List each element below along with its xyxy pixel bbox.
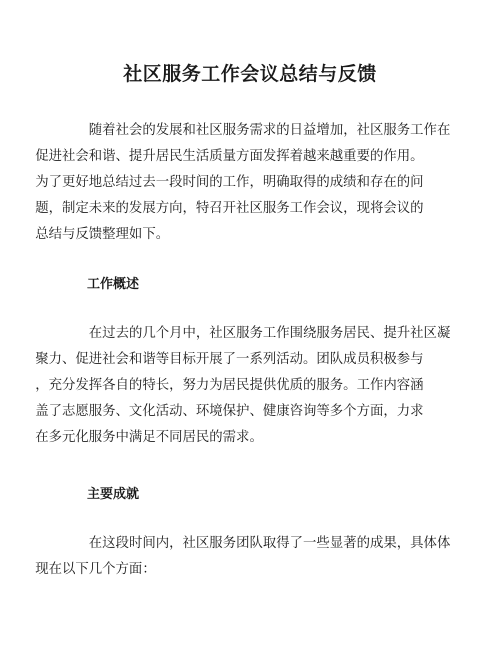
paragraph-line: 现在以下几个方面：	[35, 562, 156, 577]
paragraph-line: 在多元化服务中满足不同居民的需求。	[35, 430, 263, 445]
paragraph-line: ，充分发挥各自的特长，努力为居民提供优质的服务。工作内容涵	[35, 378, 424, 393]
section-heading-achievements: 主要成就	[87, 487, 140, 502]
paragraph-line: 总结与反馈整理如下。	[35, 227, 170, 242]
paragraph-line: 题，制定未来的发展方向，特召开社区服务工作会议，现将会议的	[35, 201, 424, 216]
paragraph-line: 为了更好地总结过去一段时间的工作，明确取得的成绩和存在的问	[35, 175, 424, 190]
paragraph-line: 在这段时间内，社区服务团队取得了一些显著的成果，具体体	[88, 536, 451, 551]
paragraph-line: 随着社会的发展和社区服务需求的日益增加，社区服务工作在	[88, 123, 451, 138]
section-heading-overview: 工作概述	[87, 277, 140, 292]
paragraph-line: 促进社会和谐、提升居民生活质量方面发挥着越来越重要的作用。	[35, 149, 424, 164]
paragraph-line: 盖了志愿服务、文化活动、环境保护、健康咨询等多个方面，力求	[35, 404, 424, 419]
paragraph-line: 聚力、促进社会和谐等目标开展了一系列活动。团队成员积极参与	[35, 352, 424, 367]
page-title: 社区服务工作会议总结与反馈	[123, 63, 377, 85]
intro-paragraph	[35, 118, 451, 248]
overview-paragraph	[35, 321, 451, 451]
paragraph-line: 在过去的几个月中，社区服务工作围绕服务居民、提升社区凝	[88, 326, 451, 341]
achievements-paragraph	[35, 531, 451, 583]
